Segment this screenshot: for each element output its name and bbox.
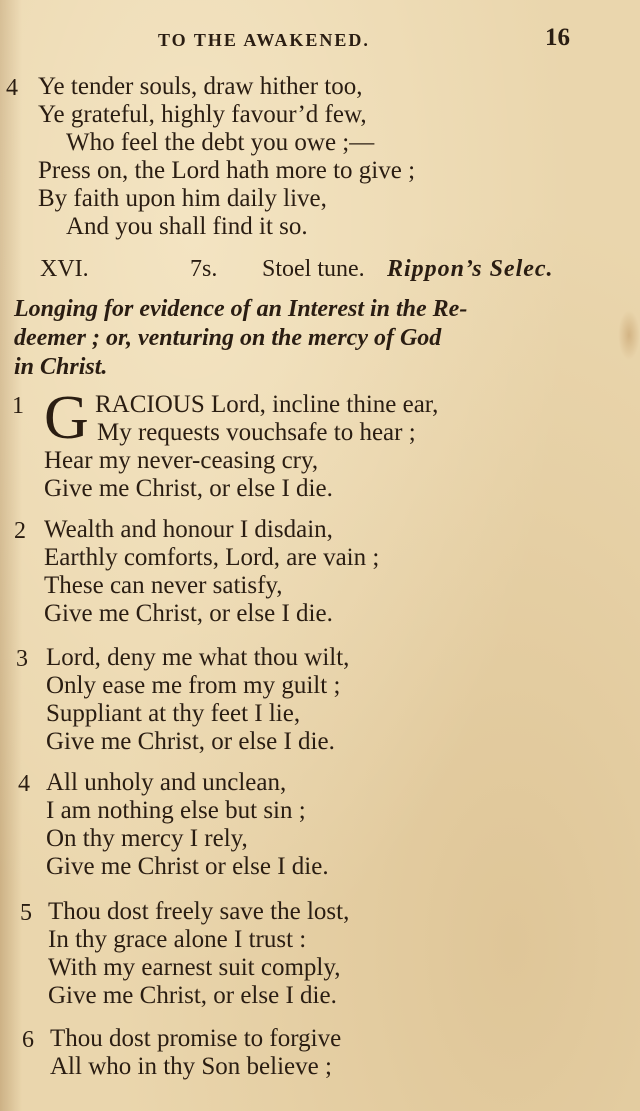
verse-line: And you shall find it so. bbox=[66, 213, 308, 240]
verse-line: Only ease me from my guilt ; bbox=[46, 672, 341, 699]
verse-line: Earthly comforts, Lord, are vain ; bbox=[44, 544, 380, 571]
verse-number: 3 bbox=[16, 646, 28, 672]
verse-number: 5 bbox=[20, 900, 32, 926]
verse-line: Hear my never-ceasing cry, bbox=[44, 447, 319, 474]
page-number: 16 bbox=[545, 24, 570, 51]
verse-line: Who feel the debt you owe ;— bbox=[66, 129, 375, 156]
verse-number: 1 bbox=[12, 393, 24, 419]
hymn-subtitle-line: in Christ. bbox=[14, 354, 108, 380]
verse-line: I am nothing else but sin ; bbox=[46, 797, 306, 824]
verse-line: Give me Christ, or else I die. bbox=[48, 982, 337, 1009]
verse-line: Give me Christ, or else I die. bbox=[46, 728, 335, 755]
verse-line: All unholy and unclean, bbox=[46, 769, 287, 796]
verse-line: My requests vouchsafe to hear ; bbox=[97, 419, 416, 446]
verse-number: 2 bbox=[14, 518, 26, 544]
verse-line: By faith upon him daily live, bbox=[38, 185, 327, 212]
hymn-subtitle-line: Longing for evidence of an Interest in the Re- bbox=[14, 296, 468, 322]
hymn-meter: 7s. bbox=[190, 256, 218, 282]
verse-line: Give me Christ, or else I die. bbox=[44, 600, 333, 627]
verse-line: RACIOUS Lord, incline thine ear, bbox=[95, 391, 439, 418]
hymn-source: Rippon’s Selec. bbox=[387, 256, 554, 282]
hymn-subtitle-line: deemer ; or, venturing on the mercy of God bbox=[14, 325, 442, 351]
verse-line: With my earnest suit comply, bbox=[48, 954, 341, 981]
hymn-tune: Stoel tune. bbox=[262, 256, 365, 282]
verse-line: In thy grace alone I trust : bbox=[48, 926, 307, 953]
verse-number: 4 bbox=[6, 75, 18, 101]
verse-line: Ye grateful, highly favour’d few, bbox=[38, 101, 367, 128]
verse-number: 4 bbox=[18, 771, 30, 797]
verse-number: 6 bbox=[22, 1027, 34, 1053]
verse-line: On thy mercy I rely, bbox=[46, 825, 248, 852]
drop-cap: G bbox=[44, 384, 89, 452]
verse-line: Suppliant at thy feet I lie, bbox=[46, 700, 301, 727]
running-title: TO THE AWAKENED. bbox=[158, 30, 370, 50]
verse-line: Give me Christ, or else I die. bbox=[44, 475, 333, 502]
hymn-heading bbox=[40, 256, 554, 283]
verse-line: Thou dost promise to forgive bbox=[50, 1025, 342, 1052]
verse-line: Thou dost freely save the lost, bbox=[48, 898, 350, 925]
verse-line: All who in thy Son believe ; bbox=[50, 1053, 332, 1080]
verse-line: Give me Christ or else I die. bbox=[46, 853, 329, 880]
verse-line: Ye tender souls, draw hither too, bbox=[38, 73, 363, 100]
paper-stain bbox=[618, 310, 640, 360]
hymn-number: XVI. bbox=[40, 256, 89, 282]
verse-line: Wealth and honour I disdain, bbox=[44, 516, 333, 543]
verse-line: Lord, deny me what thou wilt, bbox=[46, 644, 350, 671]
verse-line: Press on, the Lord hath more to give ; bbox=[38, 157, 416, 184]
verse-line: These can never satisfy, bbox=[44, 572, 283, 599]
